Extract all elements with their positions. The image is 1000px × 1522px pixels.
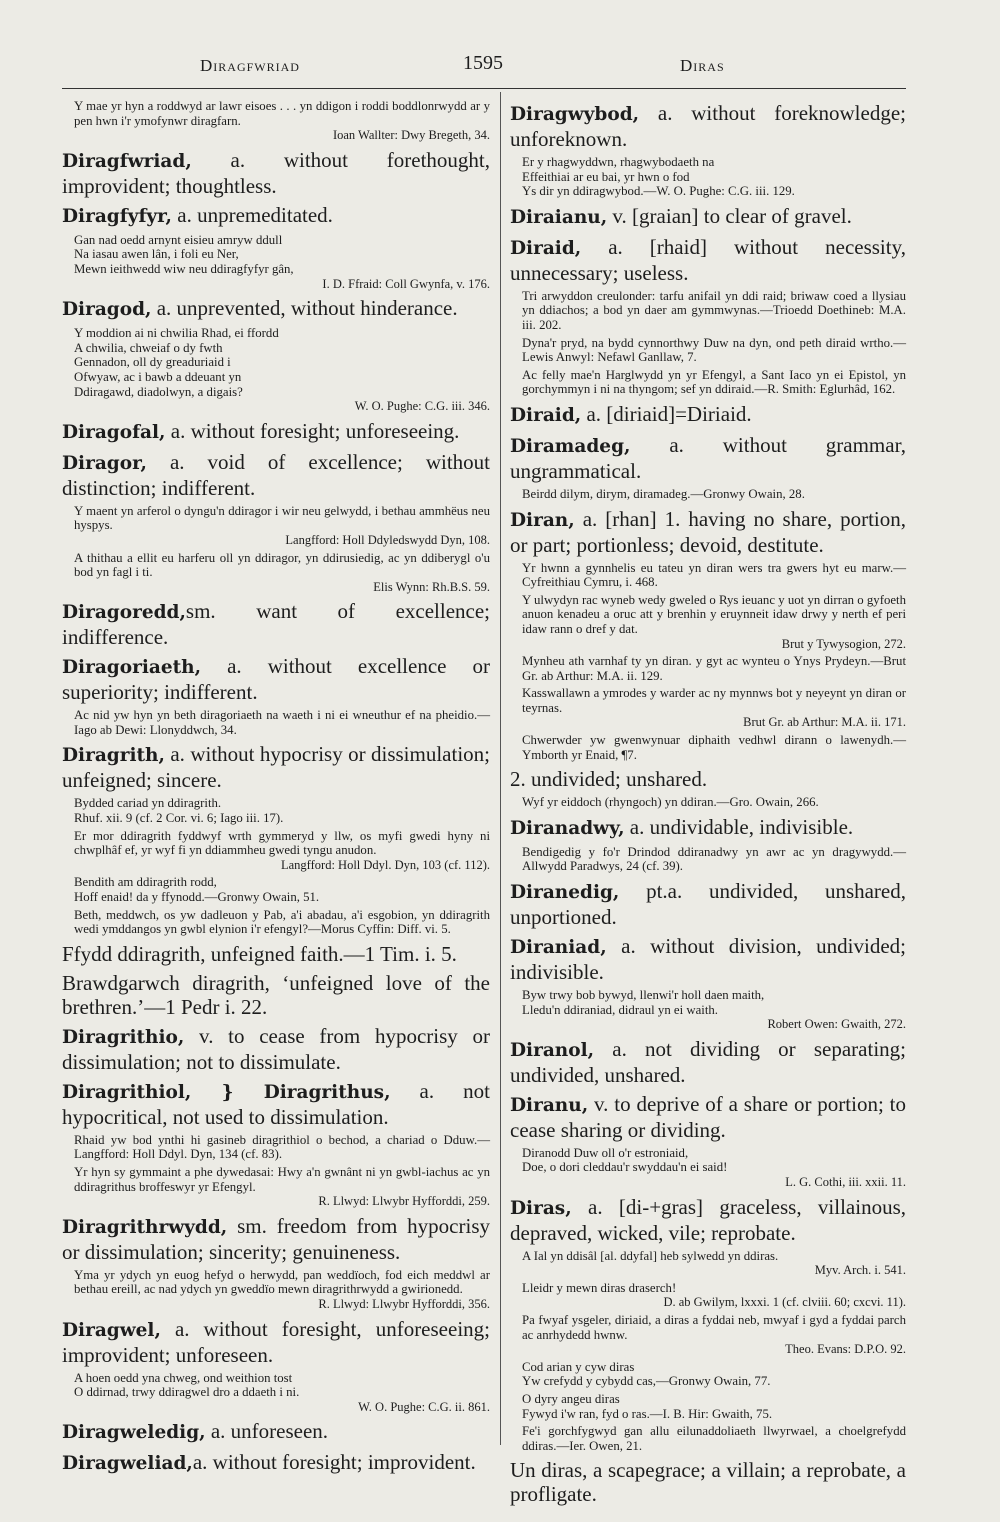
definition: Un diras, a scapegrace; a villain; a reprobate, a profligate.: [510, 1458, 906, 1507]
quotation-text: Bendith am ddiragrith rodd, Hoff enaid! da y ffynodd.—Gronwy Owain, 51.: [74, 875, 320, 905]
quotation: [522, 733, 906, 762]
dictionary-entry: [62, 1079, 490, 1129]
definition: a. without grammar, ungrammatical.: [510, 432, 906, 483]
quotation: [522, 1360, 906, 1389]
quotation: [74, 551, 490, 595]
citation: Myv. Arch. i. 541.: [814, 1263, 906, 1278]
citation: Robert Owen: Gwaith, 272.: [767, 1017, 906, 1032]
headword: Diraid,: [510, 237, 582, 259]
quotation: [74, 233, 490, 291]
definition: Brawdgarwch diragrith, ‘unfeigned love of the brethren.’—1 Pedr i. 22.: [62, 970, 490, 1019]
quotation-text: Mynheu ath varnhaf ty yn diran. y gyt ac wynteu o Ynys Prydeyn.—Brut Gr. ab Arthur: M.A. ii. 129.: [522, 654, 906, 683]
dictionary-entry: [62, 148, 490, 198]
citation: R. Llwyd: Llwybr Hyfforddi, 259.: [318, 1194, 490, 1209]
headword: Diragweledig,: [62, 1422, 206, 1444]
dictionary-entry: [510, 934, 906, 984]
quotation-text: Y mae yr hyn a roddwyd ar lawr eisoes . . . yn ddigon i roddi boddlonrwydd ar y pen hwn i'r ymofynwr diragfarn.: [74, 99, 490, 128]
quotation: [74, 1133, 490, 1162]
quotation: [74, 875, 490, 904]
quotation-text: Gan nad oedd arnynt eisieu amryw ddull Na iasau awen lân, i foli eu Ner, Mewn ieithwedd wiw neu ddiragfyfyr gân,: [74, 232, 294, 276]
headword: Diranadwy,: [510, 817, 625, 839]
dictionary-entry: [62, 599, 490, 649]
quotation-text: Yma yr ydych yn euog hefyd o herwydd, pan weddïoch, fod eich meddwl ar bethau ereill, ac nad ydych yn gweddïo mewn diragrithrwydd a gwirionedd.: [74, 1267, 490, 1297]
definition: a. not hypocritical, not used to dissimulation.: [62, 1078, 490, 1129]
dictionary-entry: [62, 971, 490, 1019]
headword: Diranol,: [510, 1039, 595, 1061]
dictionary-entry: [62, 654, 490, 704]
dictionary-entry: [510, 101, 906, 151]
quotation-text: A Ial yn ddisâl [al. ddyfal] heb sylwedd yn ddiras.: [522, 1248, 779, 1263]
quotation: [522, 155, 906, 199]
dictionary-entry: [510, 1195, 906, 1245]
headword: Diragrith,: [62, 745, 165, 767]
quotation: [522, 988, 906, 1032]
quotation-text: A thithau a ellit eu harferu oll yn ddiragor, yn ddirusiedig, ac yn ddiberygl o'u bod yn fagl i ti.: [74, 550, 490, 580]
definition: a. without foresight; improvident.: [192, 1450, 476, 1475]
header-rule: [62, 88, 906, 89]
headword: Diragweliad,: [62, 1453, 193, 1475]
quotation-text: Yr hwnn a gynnhelis eu tateu yn diran wers tra gwers hyt eu marw.—Cyfreithiau Cymru, i. 468.: [522, 560, 906, 590]
dictionary-entry: [62, 419, 490, 445]
citation: Theo. Evans: D.P.O. 92.: [785, 1342, 906, 1357]
headword: Diragoredd,: [62, 602, 186, 624]
headword: Diragofal,: [62, 421, 166, 443]
definition: a. [diriaid]=Diriaid.: [581, 401, 752, 426]
left-column: [62, 96, 490, 1480]
dictionary-entry: [62, 1419, 490, 1445]
dictionary-entry: [510, 1092, 906, 1142]
quotation-text: Pa fwyaf ysgeler, diriaid, a diras a fyddai neb, mwyaf i gyd a fyddai parch ac anrhydedd hwnw.: [522, 1312, 906, 1342]
headword: Diranedig,: [510, 882, 620, 904]
quotation-text: O dyry angeu diras Fywyd i'w ran, fyd o ras.—I. B. Hir: Gwaith, 75.: [522, 1391, 773, 1421]
quotation: [74, 1371, 490, 1415]
quotation-text: Beth, meddwch, os yw dadleuon y Pab, a'i abadau, a'i esgobion, yn ddiragrith wedi ymddangos yn gwbl elynion i'r efengyl?—Morus Cyffin: Diff. vi. 5.: [74, 907, 490, 937]
definition: a. void of excellence; without distinction; indifferent.: [62, 449, 490, 500]
headword: Diragfwriad,: [62, 150, 192, 172]
dictionary-entry: [510, 815, 906, 841]
quotation-text: Ac felly mae'n Harglwydd yn yr Efengyl, a Sant Iaco yn ei Epistol, yn gorchymmyn i ni na thyngom; sef yn ddiraid.—R. Smith: Eglurhâd, 162.: [522, 367, 906, 397]
definition: a. unforeseen.: [205, 1419, 329, 1444]
quotation-text: Dyna'r pryd, na bydd cynnorthwy Duw na dyn, ond peth diraid wrtho.—Lewis Anwyl: Nefawl Ganllaw, 7.: [522, 335, 906, 365]
quotation-text: Wyf yr eiddoch (rhyngoch) yn ddiran.—Gro. Owain, 266.: [522, 795, 819, 810]
dictionary-entry: [62, 742, 490, 792]
definition: a. without division, undivided; indivisible.: [510, 934, 906, 985]
citation: W. O. Pughe: C.G. ii. 861.: [358, 1399, 490, 1414]
citation: Langfford: Holl Ddyledswydd Dyn, 108.: [285, 532, 490, 547]
quotation-text: Bydded cariad yn ddiragrith. Rhuf. xii. 9 (cf. 2 Cor. vi. 6; Iago iii. 17).: [74, 796, 284, 826]
quotation-text: Lleidr y mewn diras draserch!: [522, 1280, 677, 1295]
citation: W. O. Pughe: C.G. iii. 346.: [354, 399, 490, 414]
definition: 2. undivided; unshared.: [510, 767, 708, 792]
quotation-text: Y maent yn arferol o dyngu'n ddiragor i wir neu gelwydd, i bethau ammhëus neu hyspys.: [74, 503, 490, 533]
definition: a. not dividing or separating; undivided, unshared.: [510, 1036, 906, 1087]
dictionary-entry: [62, 450, 490, 500]
citation: R. Llwyd: Llwybr Hyfforddi, 356.: [318, 1296, 490, 1311]
quotation: [522, 368, 906, 397]
definition: a. without foresight; unforeseeing.: [165, 418, 460, 443]
quotation: [522, 289, 906, 333]
quotation-text: Er mor ddiragrith fyddwyf wrth gymmeryd y llw, os myfi gwedi hyny ni chwplhâf ef, yr wyf fi yn ddiammheu gwedi tyngu anudon.: [74, 828, 490, 858]
quotation-text: Rhaid yw bod ynthi hi gasineb diragrithiol o bechod, a chariad o Dduw.—Langfford: Holl Ddyl. Dyn, 134 (cf. 83).: [74, 1132, 490, 1162]
citation: L. G. Cothi, iii. xxii. 11.: [785, 1175, 906, 1189]
headword: Diragrithrwydd,: [62, 1216, 228, 1238]
running-header: [0, 52, 1000, 78]
citation: Brut Gr. ab Arthur: M.A. ii. 171.: [743, 715, 906, 730]
dictionary-entry: [510, 402, 906, 428]
dictionary-entry: [62, 1024, 490, 1074]
page-number: 1595: [463, 52, 503, 74]
headword: Diran,: [510, 509, 575, 531]
quotation-text: Yr hyn sy gymmaint a phe dywedasai: Hwy a'n gwnânt ni yn gwbl-iachus ac yn ddiragrithus broffeswyr yr Efengyl.: [74, 1165, 490, 1194]
quotation-text: Beirdd dilym, dirym, diramadeg.—Gronwy Owain, 28.: [522, 486, 805, 501]
definition: a. without hypocrisy or dissimulation; unfeigned; sincere.: [62, 742, 490, 793]
dictionary-entry: [510, 767, 906, 791]
definition: a. undividable, indivisible.: [624, 814, 854, 839]
definition: a. without foresight, unforeseeing; improvident; unforeseen.: [62, 1316, 490, 1367]
definition: v. to cease from hypocrisy or dissimulation; not to dissimulate.: [62, 1023, 490, 1074]
headword: Diragod,: [62, 299, 152, 321]
definition: Ffydd ddiragrith, unfeigned faith.—1 Tim. i. 5.: [62, 941, 457, 966]
quotation: [522, 654, 906, 683]
headword: Diramadeg,: [510, 435, 631, 457]
quotation: [74, 796, 490, 825]
definition: a. [rhaid] without necessity, unnecessary; useless.: [510, 234, 906, 285]
quotation-text: Byw trwy bob bywyd, llenwi'r holl daen maith, Lledu'n ddiraniad, didraul yn ei waith.: [522, 988, 765, 1017]
quotation-text: Y moddion ai ni chwilia Rhad, ei ffordd A chwilia, chweiaf o dy fwth Gennadon, oll dy greaduriaid i Ofwyaw, ac i bawb a ddeuant yn Ddiragawd, diadolwyn, a digais?: [74, 326, 279, 399]
quotation-text: Chwerwder yw gwenwynuar diphaith vedhwl dirann o lawenydh.—Ymborth yr Enaid, ¶7.: [522, 733, 906, 762]
quotation: [74, 1268, 490, 1312]
quotation-text: Tri arwyddon creulonder: tarfu anifail yn ddi raid; briwaw coed a llysiau yn ddiachos; a bod yn daer am gymmwynas.—Trioedd Doethineb: M.A. iii. 202.: [522, 288, 906, 332]
definition: v. [graian] to clear of gravel.: [607, 203, 852, 228]
quotation-text: Y ulwydyn rac wyneb wedy gweled o Rys ieuanc y uot yn dirran o gyfoeth anuon kenadeu a oruc att y brenhin y eruynneit idaw drwy y nerth ef peri idaw rann o dref y dat.: [522, 592, 906, 636]
quotation: [522, 845, 906, 874]
quotation: [522, 686, 906, 730]
quotation: [74, 1165, 490, 1209]
definition: sm. freedom from hypocrisy or dissimulation; sincerity; genuineness.: [62, 1213, 490, 1264]
citation: I. D. Ffraid: Coll Gwynfa, v. 176.: [322, 276, 490, 291]
dictionary-entry: [62, 1214, 490, 1264]
dictionary-entry: [62, 942, 490, 966]
quotation: [522, 1249, 906, 1278]
running-head-right: Diras: [680, 56, 725, 75]
definition: a. without excellence or superiority; indifferent.: [62, 654, 490, 705]
dictionary-entry: [510, 1037, 906, 1087]
definition: v. to deprive of a share or portion; to cease sharing or dividing.: [510, 1091, 906, 1142]
citation: D. ab Gwilym, lxxxi. 1 (cf. clviii. 60; cxcvi. 11).: [663, 1295, 906, 1310]
headword: Diraid,: [510, 404, 582, 426]
quotation-text: Diranodd Duw oll o'r estroniaid, Doe, o dori cleddau'r swyddau'n ei said!: [522, 1145, 728, 1175]
headword: Diragrithio,: [62, 1026, 185, 1048]
definition: a. without foreknowledge; unforeknown.: [510, 101, 906, 151]
dictionary-entry: [62, 1317, 490, 1367]
quotation: [522, 336, 906, 365]
headword: Diragwybod,: [510, 104, 640, 125]
quotation: [74, 99, 490, 143]
headword: Diragfyfyr,: [62, 205, 172, 227]
citation: Elis Wynn: Rh.B.S. 59.: [373, 579, 490, 594]
dictionary-entry: [62, 296, 490, 322]
citation: Brut y Tywysogion, 272.: [781, 636, 906, 651]
quotation: [522, 1313, 906, 1357]
quotation: [522, 487, 906, 502]
dictionary-entry: [510, 433, 906, 483]
quotation-text: Ac nid yw hyn yn beth diragoriaeth na waeth i ni ei wneuthur ef na pheidio.—Iago ab Dewi: Llonyddwch, 34.: [74, 708, 490, 737]
headword: Diraianu,: [510, 206, 608, 228]
citation: Ioan Wallter: Dwy Bregeth, 34.: [332, 128, 490, 143]
definition: a. unprevented, without hinderance.: [151, 296, 458, 321]
definition: sm. want of excellence; indifference.: [62, 599, 490, 650]
quotation: [522, 795, 906, 810]
quotation-text: Bendigedig y fo'r Drindod ddiranadwy yn awr ac yn dragywydd.—Allwydd Paradwys, 24 (cf. 39).: [522, 844, 906, 874]
quotation: [522, 593, 906, 651]
dictionary-entry: [62, 1450, 490, 1476]
quotation-text: Er y rhagwyddwn, rhagwybodaeth na Effeithiai ar eu bai, yr hwn o fod Ys dir yn ddiragwybod.—W. O. Pughe: C.G. iii. 129.: [522, 155, 795, 199]
headword: Diranu,: [510, 1094, 589, 1116]
dictionary-entry: [510, 507, 906, 557]
headword: Diragrithiol, } Diragrithus,: [62, 1081, 391, 1103]
dictionary-entry: [510, 235, 906, 285]
dictionary-entry: [510, 204, 906, 230]
quotation: [522, 1146, 906, 1190]
headword: Diragor,: [62, 452, 147, 474]
quotation: [74, 829, 490, 873]
quotation-text: Kasswallawn a ymrodes y warder ac ny mynnws bot y neyeynt yn diran or teyrnas.: [522, 686, 906, 715]
quotation-text: Fe'i gorchfygwyd gan allu eilunaddoliaeth llwyrwael, a choelgrefydd ddiras.—Ier. Owen, 21.: [522, 1424, 906, 1453]
definition: a. without forethought, improvident; thoughtless.: [62, 147, 490, 198]
dictionary-entry: [510, 879, 906, 929]
definition: pt.a. undivided, unshared, unportioned.: [510, 879, 906, 930]
quotation: [522, 1424, 906, 1453]
headword: Diraniad,: [510, 937, 607, 959]
headword: Diras,: [510, 1197, 572, 1219]
quotation: [522, 561, 906, 590]
quotation: [522, 1281, 906, 1310]
right-column: [510, 96, 906, 1510]
quotation: [74, 708, 490, 737]
running-head-left: Diragfwriad: [200, 56, 300, 75]
headword: Diragoriaeth,: [62, 657, 202, 679]
quotation-text: A hoen oedd yna chweg, ond weithion tost O ddirnad, trwy ddiragwel dro a ddaeth i ni.: [74, 1370, 300, 1400]
quotation: [74, 504, 490, 548]
quotation: [74, 326, 490, 414]
definition: a. unpremeditated.: [172, 202, 333, 227]
definition: a. [rhan] 1. having no share, portion, or part; portionless; devoid, destitute.: [510, 506, 906, 557]
headword: Diragwel,: [62, 1319, 161, 1341]
column-divider: [500, 92, 501, 1445]
definition: a. [di-+gras] graceless, villainous, depraved, wicked, vile; reprobate.: [510, 1194, 906, 1245]
quotation-text: Cod arian y cyw diras Yw crefydd y cybydd cas,—Gronwy Owain, 77.: [522, 1359, 771, 1389]
dictionary-entry: [510, 1458, 906, 1506]
dictionary-entry: [62, 203, 490, 229]
quotation: [74, 908, 490, 937]
citation: Langfford: Holl Ddyl. Dyn, 103 (cf. 112).: [281, 857, 490, 872]
quotation: [522, 1392, 906, 1421]
